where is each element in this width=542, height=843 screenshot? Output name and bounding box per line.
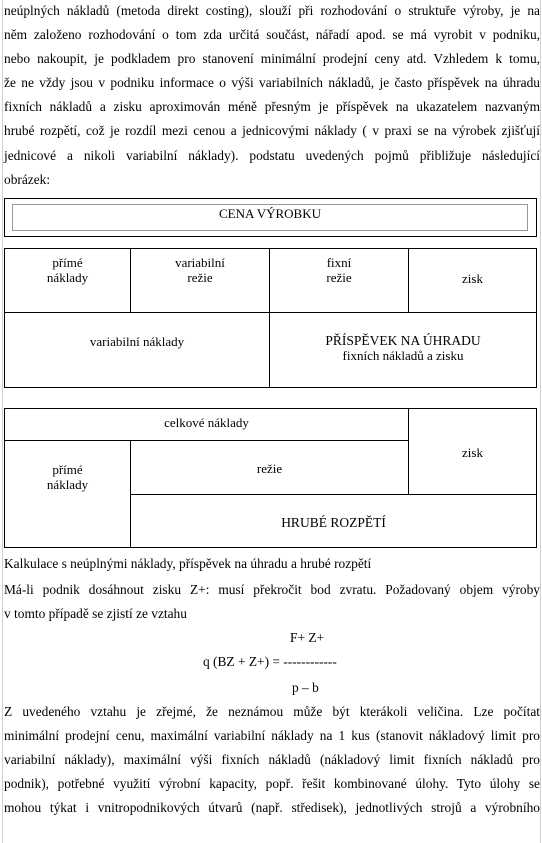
text-line: mohou týkat i vnitropodnikových útvarů (např. středisek), jednotlivých strojů a výrobního [4, 800, 540, 816]
text-line: Má-li podnik dosáhnout zisku Z+: musí překročit bod zvratu. Požadovaný objem výroby [4, 582, 540, 597]
contribution-cell [269, 312, 537, 388]
formula-denominator: p – b [292, 680, 319, 695]
variable-costs-label: variabilní náklady [89, 334, 185, 349]
text-line: hrubé rozpětí, což je rozdíl mezi cenou a jednicovými náklady ( v praxi se na výrobek zjišťují [4, 123, 540, 139]
variable-overhead-label-1: variabilní [175, 255, 225, 270]
paragraph-direct-costing [4, 0, 540, 192]
text-line: že ne vždy jsou v podniku informace o výši variabilních nákladů, je často příspěvek na úhradu [4, 75, 540, 91]
price-box [12, 204, 528, 231]
direct-costs-cell [4, 248, 131, 313]
text-line: něm založeno rozhodování o tom zda určitá součást, nářadí apod. se má vyrobit v podniku, [4, 27, 540, 43]
profit-cell-2 [408, 408, 537, 495]
page-margin-line-right [540, 0, 541, 843]
figure-caption: Kalkulace s neúplnými náklady, příspěvek na úhradu a hrubé rozpětí [4, 556, 372, 571]
text-line: v tomto případě se zjistí ze vztahu [4, 606, 187, 622]
direct-costs-label-1: přímé [52, 255, 83, 270]
profit-cell [408, 248, 537, 313]
variable-overhead-cell [130, 248, 270, 313]
page-margin-line-left [2, 0, 3, 843]
fixed-overhead-label-1: fixní [326, 255, 352, 270]
variable-costs-cell [4, 312, 270, 388]
paragraph-break-even [4, 578, 540, 626]
text-line: jednicové a nikoli variabilní náklady). podstatu uvedených pojmů přibližuje následující [4, 147, 540, 163]
paragraph-unknowns [4, 700, 540, 820]
price-label: CENA VÝROBKU [219, 206, 321, 221]
text-line: podnik), potřebné využití výrobní kapacity, popř. řešit kombinované úlohy. Tyto úlohy se [4, 776, 540, 792]
contribution-label-1: PŘÍSPĚVEK NA ÚHRADU [325, 333, 481, 348]
gross-margin-label: HRUBÉ ROZPĚTÍ [281, 515, 386, 530]
overhead-cell [130, 440, 409, 495]
direct-costs-cell-2 [4, 440, 131, 548]
text-line: minimální prodejní cenu, maximální variabilní náklady na 1 kus (stanovit nákladový limit pro [4, 728, 540, 744]
direct-costs-label-2a: přímé [52, 462, 83, 477]
text-line: obrázek: [4, 171, 51, 187]
text-line: neúplných nákladů (metoda direkt costing), slouží při rozhodování o struktuře výroby, je na [4, 3, 540, 18]
text-line: variabilní náklady), maximální výši fixních nákladů (nákladový limit fixních nákladů pro [4, 752, 540, 768]
text-line: fixních nákladů a zisku aproximován méně přesným je příspěvek na ukazatelem nazvaným [4, 99, 540, 115]
direct-costs-label-2: náklady [46, 270, 89, 285]
variable-overhead-label-2: režie [187, 270, 213, 285]
fixed-overhead-label-2: režie [326, 270, 352, 285]
text-line: Z uvedeného vztahu je zřejmé, že neznámou může být kterákoli veličina. Lze počítat [4, 704, 540, 719]
direct-costs-label-2b: náklady [46, 477, 89, 492]
formula-lhs: q (BZ + Z+) = ------------ [203, 654, 337, 669]
overhead-label: režie [256, 461, 283, 476]
formula-numerator: F+ Z+ [290, 630, 325, 645]
total-costs-cell [4, 408, 409, 441]
gross-margin-cell [130, 494, 537, 548]
contribution-label-2: fixních nákladů a zisku [342, 348, 464, 363]
total-costs-label: celkové náklady [164, 415, 249, 430]
profit-label-2: zisk [462, 445, 483, 460]
fixed-overhead-cell [269, 248, 409, 313]
profit-label: zisk [462, 271, 483, 286]
text-line: nebo nakoupit, je podkladem pro stanovení minimální prodejní ceny atd. Vzhledem k tomu, [4, 51, 540, 67]
